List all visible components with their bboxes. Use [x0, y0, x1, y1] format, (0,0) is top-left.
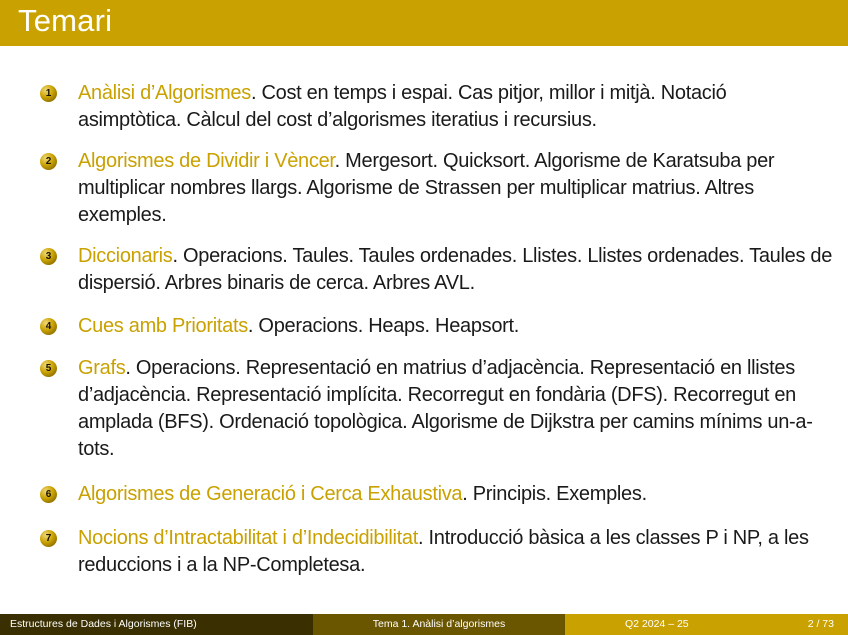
slide-title: Temari [18, 3, 113, 38]
topic-description: . Operacions. Taules. Taules ordenades. Llistes. Llistes ordenades. Taules de dispersió. Arbres binaris de cerca. Arbres AVL. [78, 245, 833, 294]
topic-description: . Cost en temps i espai. Cas pitjor, millor i mitjà. Notació asimptòtica. Càlcul del cost d’algorismes iteratius i recursius. [78, 82, 727, 131]
footer-page-number: 2 / 73 [807, 618, 834, 630]
item-text [78, 525, 833, 579]
footer-bar [0, 614, 848, 635]
item-text [78, 80, 833, 134]
number-bullet-4: 4 [40, 318, 57, 335]
topic-title: Cues amb Prioritats [78, 315, 248, 337]
topic-description: . Operacions. Representació en matrius d’adjacència. Representació en llistes d’adjacència. Representació implícita. Recorregut en fondària (DFS). Recorregut en amplada (BFS). Ordenació topològica. Algorisme de Dijkstra per camins mínims un-a-tots. [78, 357, 813, 460]
topic-description: . Mergesort. Quicksort. Algorisme de Karatsuba per multiplicar nombres llargs. Algorisme de Strassen per multiplicar matrius. Altres exemples. [78, 150, 775, 226]
topic-description: . Operacions. Heaps. Heapsort. [247, 315, 520, 337]
number-bullet-6: 6 [40, 486, 57, 503]
footer-course: Estructures de Dades i Algorismes (FIB) [10, 618, 197, 630]
number-bullet-3: 3 [40, 248, 57, 265]
topic-description: . Introducció bàsica a les classes P i NP, a les reduccions i a la NP-Completesa. [78, 527, 809, 576]
footer-topic-section [313, 614, 565, 635]
footer-course-section [0, 614, 313, 635]
topic-title: Algorismes de Dividir i Vèncer [78, 150, 335, 172]
topic-title: Anàlisi d’Algorismes [78, 82, 251, 104]
topic-title: Grafs [78, 357, 126, 379]
topic-title: Algorismes de Generació i Cerca Exhaustiva [78, 483, 463, 505]
footer-meta-section [565, 614, 848, 635]
topic-title: Diccionaris [78, 245, 173, 267]
item-text [78, 148, 833, 229]
number-bullet-7: 7 [40, 530, 57, 547]
number-bullet-5: 5 [40, 360, 57, 377]
footer-date: Q2 2024 – 25 [625, 618, 689, 630]
footer-section-title: Tema 1. Anàlisi d’algorismes [372, 618, 506, 630]
topic-title: Nocions d’Intractabilitat i d’Indecidibilitat [78, 527, 419, 549]
topic-description: . Principis. Exemples. [462, 483, 647, 505]
title-bar [0, 0, 848, 46]
item-text [78, 313, 833, 340]
item-text [78, 355, 833, 463]
number-bullet-1: 1 [40, 85, 57, 102]
number-bullet-2: 2 [40, 153, 57, 170]
item-text [78, 481, 833, 508]
item-text [78, 243, 833, 297]
